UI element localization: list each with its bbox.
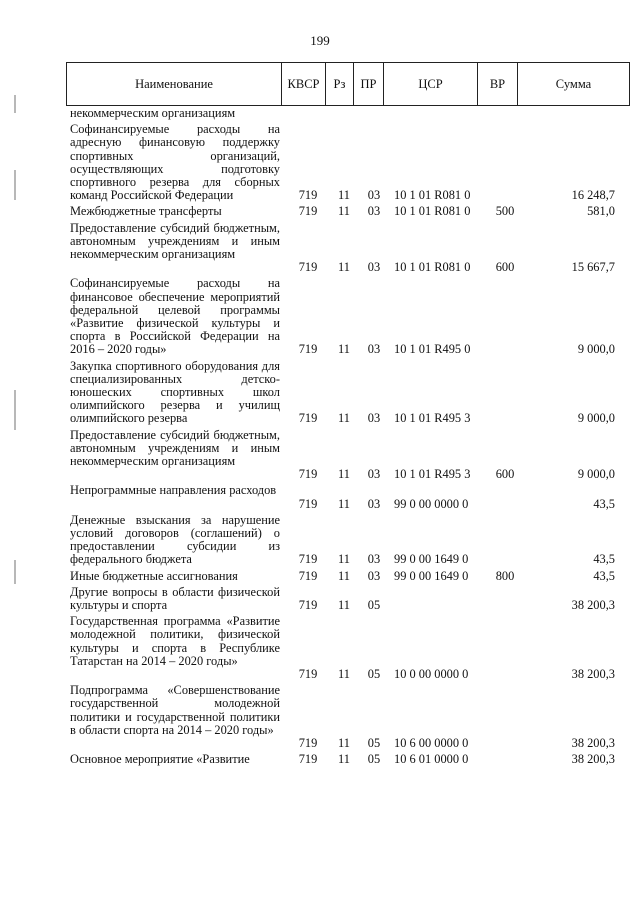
row-rz: 11 — [338, 597, 350, 612]
row-csr: 10 1 01 R495 3 — [394, 467, 471, 482]
row-kvsr: 719 — [298, 204, 318, 219]
row-sum: 38 200,3 — [571, 597, 615, 612]
row-sum: 43,5 — [593, 496, 615, 511]
row-rz: 11 — [338, 204, 350, 219]
row-sum: 43,5 — [593, 552, 615, 567]
row-csr: 99 0 00 1649 0 — [394, 568, 469, 583]
row-pr: 05 — [367, 597, 381, 612]
header-vr: ВР — [478, 63, 518, 106]
table-row — [0, 360, 640, 426]
table-row — [0, 570, 640, 583]
row-sum: 16 248,7 — [571, 188, 615, 203]
row-pr: 03 — [367, 411, 381, 426]
margin-mark — [14, 560, 16, 584]
margin-mark — [14, 390, 16, 430]
row-sum: 43,5 — [593, 568, 615, 583]
row-kvsr: 719 — [298, 496, 318, 511]
row-kvsr: 719 — [298, 260, 318, 275]
row-name: Непрограммные направления расходов — [70, 483, 277, 498]
row-pr: 03 — [367, 342, 381, 357]
row-sum: 581,0 — [587, 204, 615, 219]
row-csr: 10 1 01 R495 3 — [394, 411, 471, 426]
row-name: Софинансируемые расходы на финансовое обеспечение мероприятий федеральной целевой программы «Развитие физической культуры и спорта в Российской Федерации на 2016 – 2020 годы» — [70, 276, 280, 357]
row-name: Софинансируемые расходы на адресную финансовую поддержку спортивных организаций, осуществляющих подготовку спортивного резерва для сборных команд Российской Федерации — [70, 122, 280, 203]
margin-mark — [14, 170, 16, 200]
row-kvsr: 719 — [298, 552, 318, 567]
table-row — [0, 514, 640, 567]
row-csr: 10 0 00 0000 0 — [394, 666, 469, 681]
table-row — [0, 222, 640, 275]
table-row — [0, 753, 640, 766]
table-row — [0, 205, 640, 218]
header-rz: Рз — [326, 63, 354, 106]
row-kvsr: 719 — [298, 467, 318, 482]
table-header — [66, 62, 630, 106]
row-csr: 10 6 00 0000 0 — [394, 735, 469, 750]
row-pr: 03 — [367, 188, 381, 203]
row-name: Предоставление субсидий бюджетным, автономным учреждениям и иным некоммерческим организациям — [70, 427, 280, 468]
row-name: Межбюджетные трансферты — [70, 204, 222, 219]
row-csr: 10 1 01 R081 0 — [394, 188, 471, 203]
row-csr: 10 1 01 R081 0 — [394, 204, 471, 219]
table-row — [0, 123, 640, 202]
header-pr: ПР — [354, 63, 384, 106]
row-name: Предоставление субсидий бюджетным, автономным учреждениям и иным некоммерческим организациям — [70, 220, 280, 261]
table-row — [0, 484, 640, 510]
row-name: Основное мероприятие «Развитие — [70, 752, 250, 767]
row-sum: 9 000,0 — [577, 467, 615, 482]
table-row — [0, 107, 640, 120]
row-vr: 800 — [495, 568, 515, 583]
row-rz: 11 — [338, 752, 350, 767]
row-pr: 03 — [367, 204, 381, 219]
row-sum: 38 200,3 — [571, 752, 615, 767]
page-number: 199 — [310, 33, 330, 48]
row-name: Другие вопросы в области физической культуры и спорта — [70, 584, 280, 612]
row-kvsr: 719 — [298, 188, 318, 203]
row-sum: 15 667,7 — [571, 260, 615, 275]
row-kvsr: 719 — [298, 597, 318, 612]
row-pr: 03 — [367, 467, 381, 482]
row-pr: 03 — [367, 568, 381, 583]
row-vr: 600 — [495, 260, 515, 275]
row-kvsr: 719 — [298, 752, 318, 767]
row-rz: 11 — [338, 496, 350, 511]
table-row — [0, 586, 640, 612]
row-pr: 03 — [367, 496, 381, 511]
row-name: некоммерческим организациям — [70, 106, 236, 120]
table-row — [0, 429, 640, 482]
row-sum: 38 200,3 — [571, 735, 615, 750]
row-csr: 10 1 01 R495 0 — [394, 342, 471, 357]
row-csr: 99 0 00 0000 0 — [394, 496, 469, 511]
table-row — [0, 615, 640, 681]
row-rz: 11 — [338, 735, 350, 750]
row-rz: 11 — [338, 467, 350, 482]
row-csr: 99 0 00 1649 0 — [394, 552, 469, 567]
row-rz: 11 — [338, 260, 350, 275]
row-rz: 11 — [338, 342, 350, 357]
row-rz: 11 — [338, 411, 350, 426]
row-rz: 11 — [338, 188, 350, 203]
row-kvsr: 719 — [298, 411, 318, 426]
header-kvsr: КВСР — [282, 63, 326, 106]
row-kvsr: 719 — [298, 568, 318, 583]
row-sum: 9 000,0 — [577, 411, 615, 426]
row-name: Закупка спортивного оборудования для специализированных детско-юношеских спортивных школ олимпийского резерва и училищ олимпийского резерва — [70, 358, 280, 426]
row-sum: 38 200,3 — [571, 666, 615, 681]
row-pr: 05 — [367, 735, 381, 750]
row-pr: 05 — [367, 666, 381, 681]
row-pr: 05 — [367, 752, 381, 767]
row-pr: 03 — [367, 552, 381, 567]
header-sum: Сумма — [518, 63, 630, 106]
row-rz: 11 — [338, 666, 350, 681]
header-csr: ЦСР — [384, 63, 478, 106]
budget-rows — [0, 106, 640, 766]
row-rz: 11 — [338, 568, 350, 583]
margin-mark — [14, 95, 16, 113]
row-name: Денежные взыскания за нарушение условий договоров (соглашений) о предоставлении субсидии из федерального бюджета — [70, 512, 280, 567]
row-kvsr: 719 — [298, 342, 318, 357]
row-name: Государственная программа «Развитие молодежной политики, физической культуры и спорта в Республике Татарстан на 2014 – 2020 годы» — [70, 614, 280, 668]
row-csr: 10 6 01 0000 0 — [394, 752, 469, 767]
table-row — [0, 277, 640, 356]
row-name: Иные бюджетные ассигнования — [70, 568, 238, 583]
table-row — [0, 684, 640, 750]
row-csr: 10 1 01 R081 0 — [394, 260, 471, 275]
row-kvsr: 719 — [298, 735, 318, 750]
row-rz: 11 — [338, 552, 350, 567]
row-sum: 9 000,0 — [577, 342, 615, 357]
row-vr: 500 — [495, 204, 515, 219]
row-pr: 03 — [367, 260, 381, 275]
row-kvsr: 719 — [298, 666, 318, 681]
header-name: Наименование — [67, 63, 282, 106]
row-vr: 600 — [495, 467, 515, 482]
row-name: Подпрограмма «Совершенствование государственной молодежной политики и государственной политики в области спорта на 2014 – 2020 годы» — [70, 683, 280, 737]
